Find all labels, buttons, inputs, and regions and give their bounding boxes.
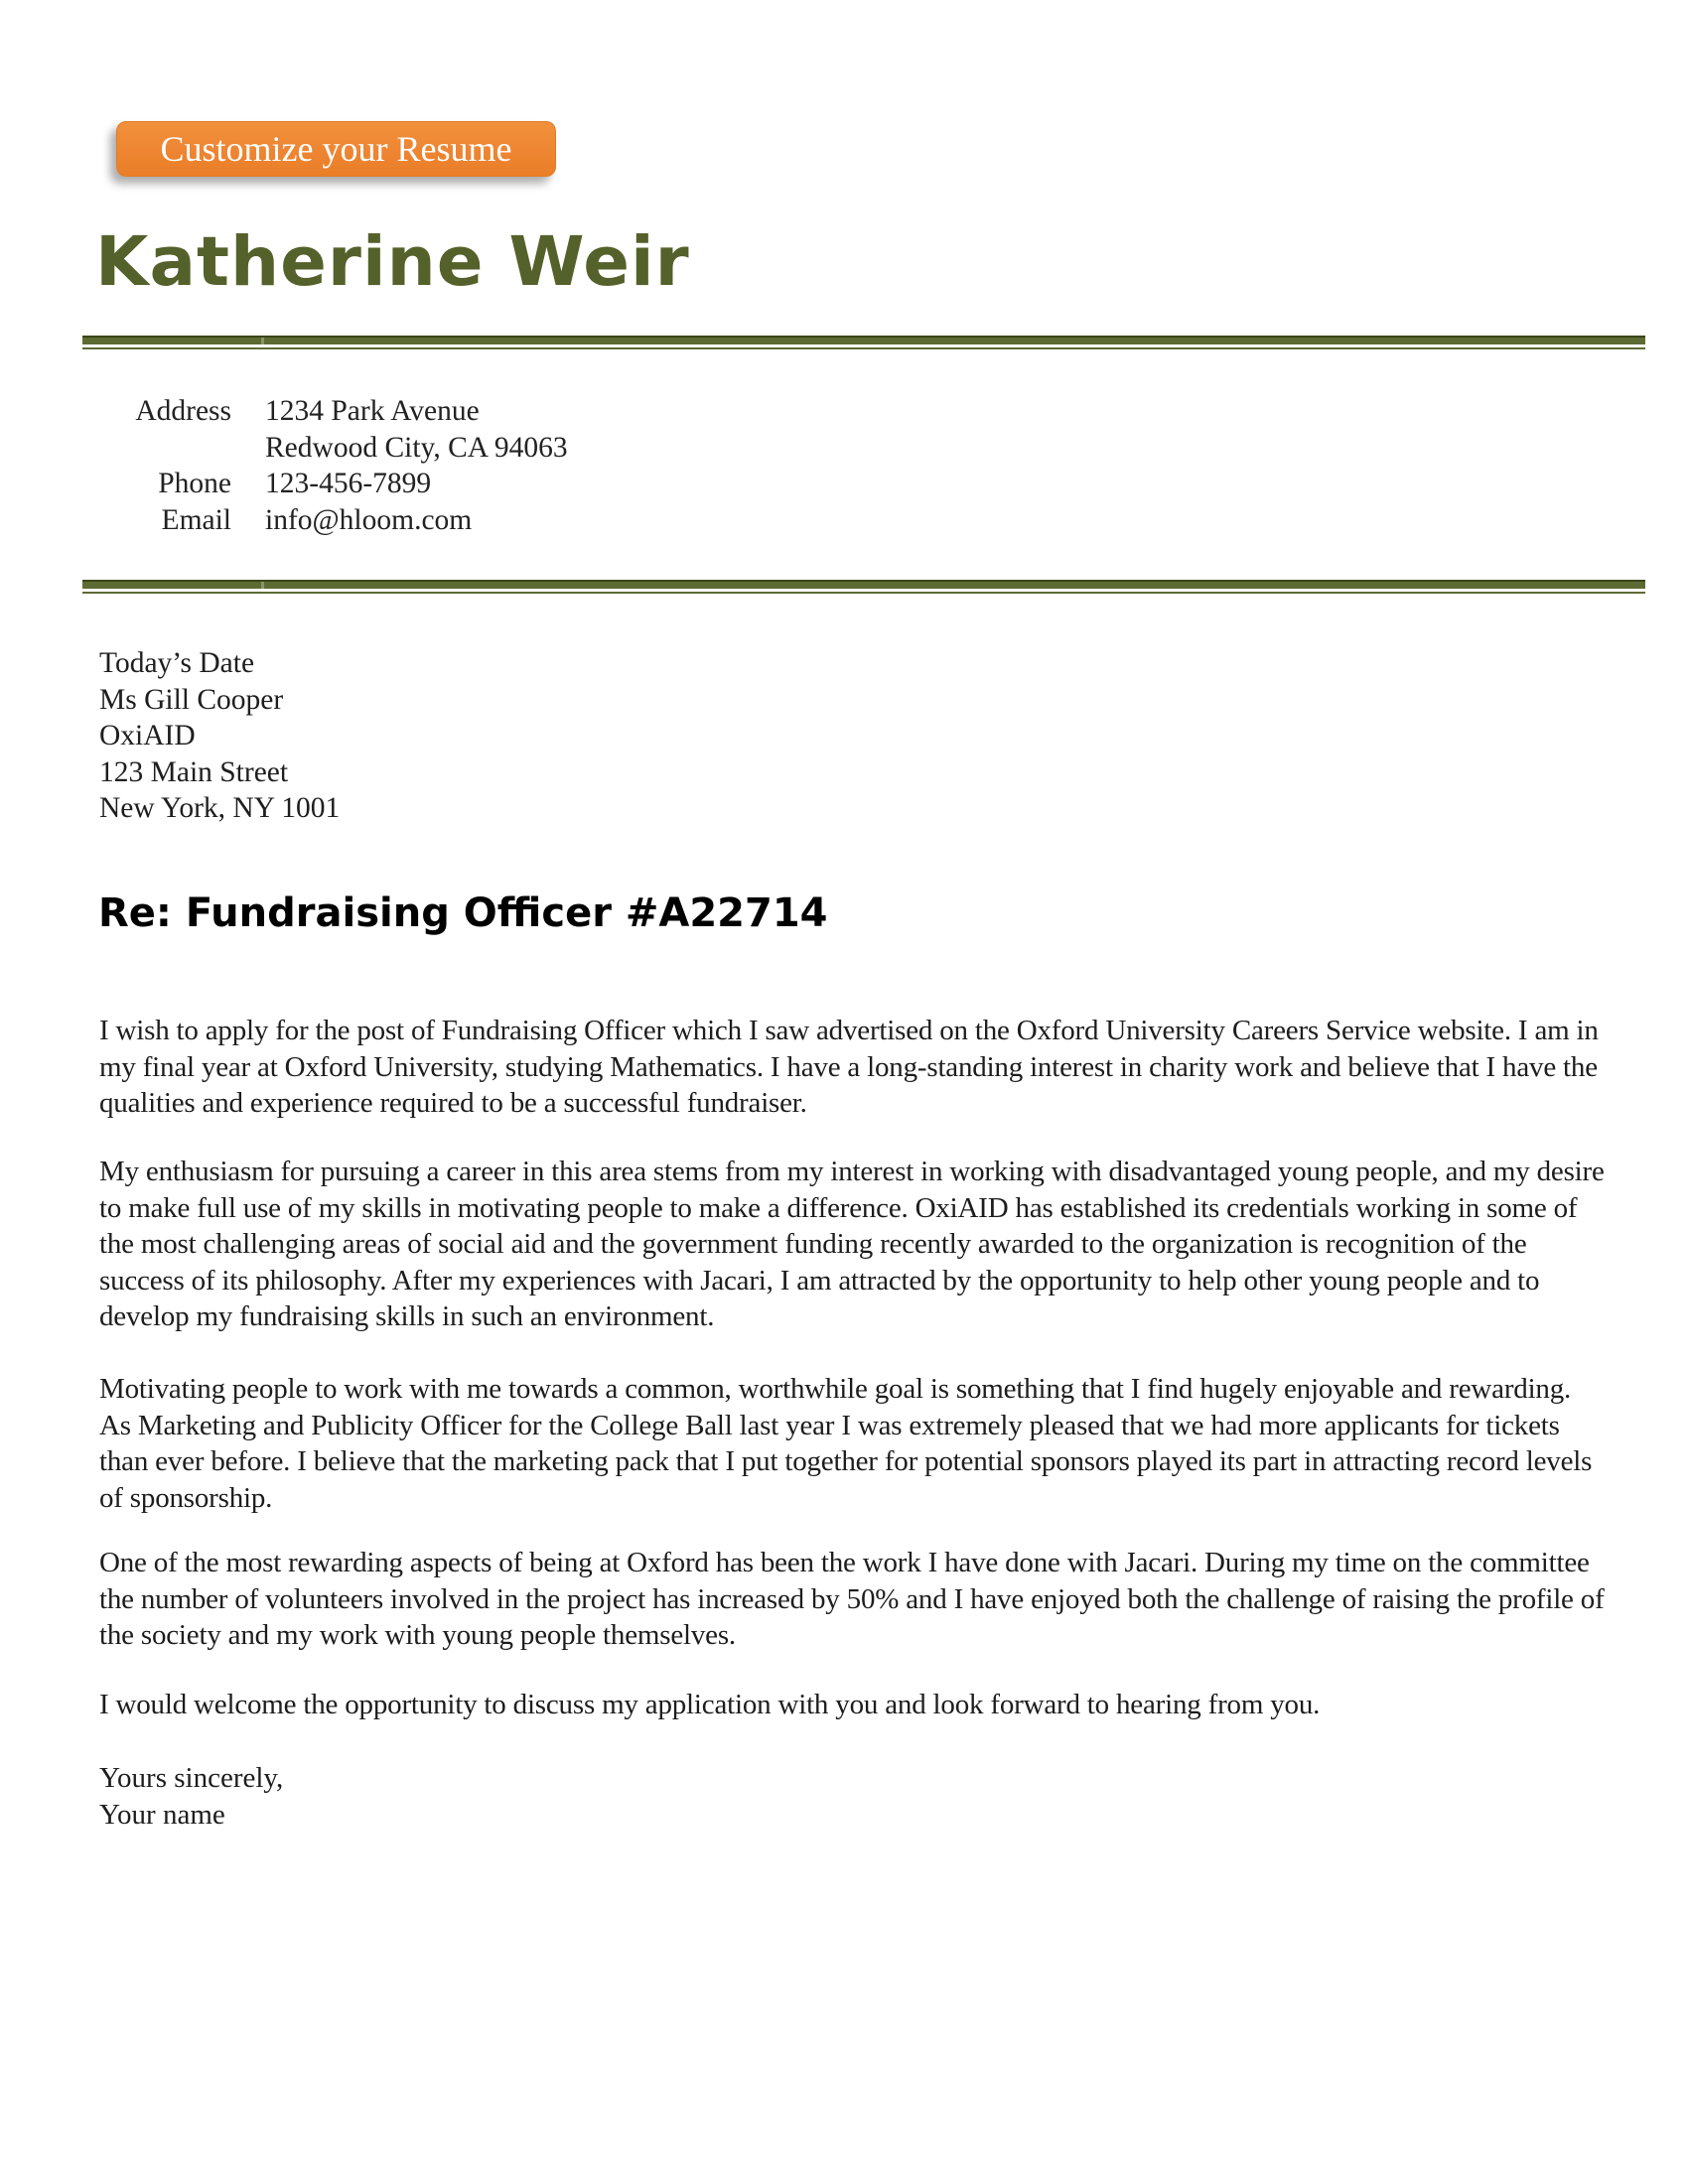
rule-thin-line xyxy=(82,592,1645,594)
recipient-line-street: 123 Main Street xyxy=(99,755,289,788)
contact-value-address-line1: 1234 Park Avenue xyxy=(265,395,480,427)
contact-value-phone: 123-456-7899 xyxy=(265,468,432,500)
rule-thick-bar xyxy=(82,336,1645,344)
body-paragraph-1: I wish to apply for the post of Fundraising Officer which I saw advertised on the Oxford University Careers Service website. I am in my final year at Oxford University, studying Mathematics. I have a long-standing interest in charity work and believe that I have the qualities and experience required to be a successful fundraiser. xyxy=(99,1015,1599,1120)
recipient-line-name: Ms Gill Cooper xyxy=(99,683,284,716)
rule-seam xyxy=(261,582,264,589)
header-rule-top xyxy=(82,336,1645,349)
contact-row-address-line2 xyxy=(99,430,568,467)
contact-value-address-line2: Redwood City, CA 94063 xyxy=(265,431,568,464)
closing-signature: Your name xyxy=(99,1798,225,1831)
customize-resume-button[interactable]: Customize your Resume xyxy=(116,121,556,177)
contact-row-address xyxy=(99,393,568,430)
contact-label-phone: Phone xyxy=(158,468,231,500)
contact-label-blank xyxy=(99,430,231,467)
body-paragraph-5: I would welcome the opportunity to discuss my application with you and look forward to hearing from you. xyxy=(99,1689,1321,1720)
contact-row-email xyxy=(99,502,568,539)
closing-block xyxy=(99,1760,283,1833)
contact-row-phone xyxy=(99,466,568,502)
header-rule-bottom xyxy=(82,580,1645,594)
subject-line: Re: Fundraising Officer #A22714 xyxy=(98,890,828,936)
body-paragraph-3: Motivating people to work with me towards a common, worthwhile goal is something that I find hugely enjoyable and rewarding. As Marketing and Publicity Officer for the College Ball last year I was extremely pleased that we had more applicants for tickets than ever before. I believe that the marketing pack that I put together for potential sponsors played its part in attracting record levels of sponsorship. xyxy=(99,1373,1593,1514)
recipient-line-organization: OxiAID xyxy=(99,720,196,752)
recipient-line-city: New York, NY 1001 xyxy=(99,792,341,825)
rule-thin-line xyxy=(82,347,1645,349)
body-paragraph-2: My enthusiasm for pursuing a career in this area stems from my interest in working with disadvantaged young people, and my desire to make full use of my skills in motivating people to make a difference. OxiAID has established its credentials working in some of the most challenging areas of social aid and the government funding recently awarded to the organization is recognition of the success of its philosophy. After my experiences with Jacari, I am attracted by the opportunity to help other young people and to develop my fundraising skills in such an environment. xyxy=(99,1156,1605,1333)
recipient-block xyxy=(99,645,340,827)
contact-block xyxy=(99,393,568,538)
rule-seam xyxy=(261,338,264,344)
recipient-line-date: Today’s Date xyxy=(99,647,255,679)
body-paragraph-4: One of the most rewarding aspects of being at Oxford has been the work I have done with Jacari. During my time on the committee the number of volunteers involved in the project has increased by 50% and I have enjoyed both the challenge of raising the profile of the society and my work with young people themselves. xyxy=(99,1547,1605,1652)
rule-thick-bar xyxy=(82,580,1645,589)
contact-value-email: info@hloom.com xyxy=(265,503,473,536)
contact-label-address: Address xyxy=(135,395,231,427)
closing-salutation: Yours sincerely, xyxy=(99,1762,284,1794)
person-name: Katherine Weir xyxy=(95,222,690,302)
contact-label-email: Email xyxy=(161,503,231,536)
